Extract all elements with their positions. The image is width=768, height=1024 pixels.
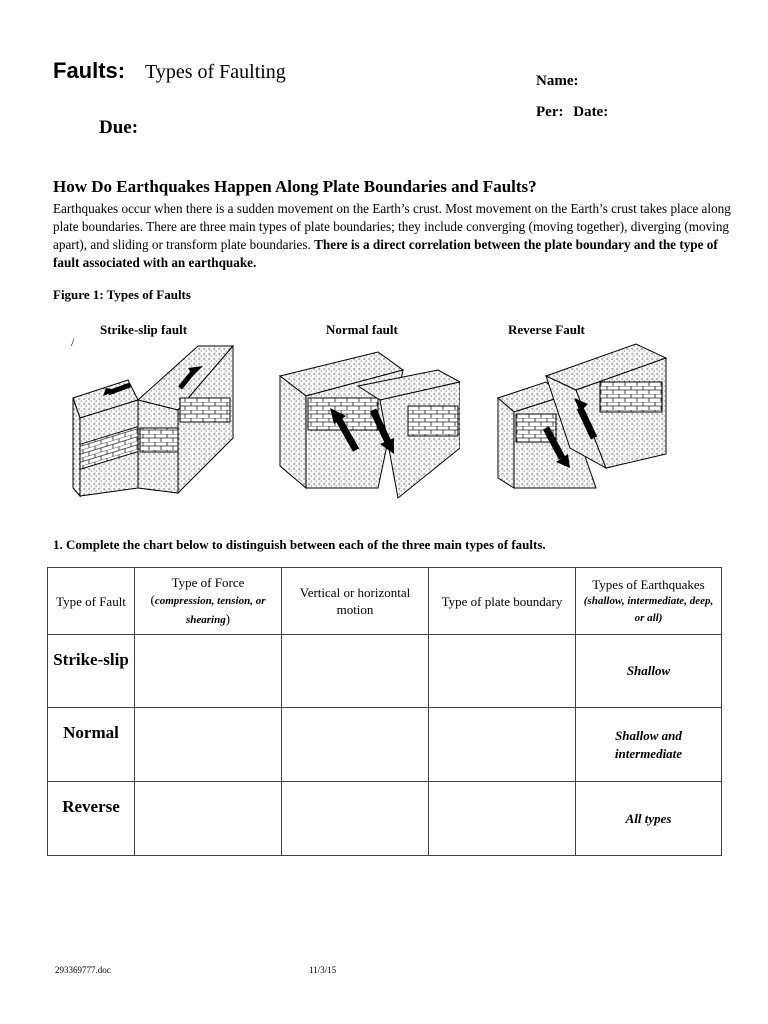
strike-slip-diagram — [68, 338, 238, 500]
reverse-fault-label: Reverse Fault — [508, 322, 585, 337]
force-cell[interactable] — [135, 635, 282, 708]
per-date-labels — [536, 104, 608, 121]
section-heading: How Do Earthquakes Happen Along Plate Boundaries and Faults? — [53, 177, 537, 196]
footer-date: 11/3/15 — [309, 965, 337, 975]
name-label: Name: — [536, 73, 579, 89]
motion-cell[interactable] — [282, 708, 429, 782]
earthquake-type: Shallow and intermediate — [576, 708, 722, 782]
fault-name: Reverse — [48, 782, 135, 856]
page-subtitle: Types of Faulting — [145, 61, 286, 83]
due-label: Due: — [99, 117, 139, 138]
stray-mark: / — [71, 335, 75, 349]
table-row — [48, 708, 722, 782]
force-title: Type of Force — [171, 574, 245, 590]
fault-name: Strike-slip — [48, 635, 135, 708]
intro-text: Earthquakes occur when there is a sudden movement on the Earth’s crust. Most movement on the Earth’s crust takes place along plate boundaries. There are three main types of plate boundaries; they include converging (moving together), diverging (moving apart), and sliding or transform plate boundaries. — [53, 201, 731, 252]
header-earthquakes — [576, 568, 722, 635]
question-1: 1. Complete the chart below to distinguish between each of the three main types of faults. — [53, 537, 546, 552]
header-boundary: Type of plate boundary — [429, 568, 576, 635]
figure-caption: Figure 1: Types of Faults — [53, 287, 191, 302]
header-type-of-force — [135, 568, 282, 635]
per-label: Per: — [536, 104, 564, 120]
intro-paragraph — [53, 200, 733, 272]
eq-title: Types of Earthquakes — [592, 576, 705, 592]
fault-name: Normal — [48, 708, 135, 782]
boundary-cell[interactable] — [429, 708, 576, 782]
reverse-fault-diagram — [496, 338, 678, 500]
motion-cell[interactable] — [282, 635, 429, 708]
footer-doc-name: 293369777.doc — [55, 965, 111, 975]
eq-options: (shallow, intermediate, deep, or all) — [583, 594, 714, 624]
page-title: Faults: — [53, 58, 126, 83]
force-cell[interactable] — [135, 708, 282, 782]
table-header-row — [48, 568, 722, 635]
force-cell[interactable] — [135, 782, 282, 856]
force-options: (compression, tension, or shearing) — [150, 591, 266, 626]
earthquake-type: Shallow — [576, 635, 722, 708]
strike-slip-label: Strike-slip fault — [100, 322, 188, 337]
boundary-cell[interactable] — [429, 635, 576, 708]
normal-fault-diagram — [278, 338, 460, 500]
boundary-cell[interactable] — [429, 782, 576, 856]
fault-chart — [47, 567, 722, 856]
header-motion: Vertical or horizontal motion — [282, 568, 429, 635]
motion-cell[interactable] — [282, 782, 429, 856]
table-row — [48, 782, 722, 856]
earthquake-type: All types — [576, 782, 722, 856]
intro-bold-text: There is a direct correlation between the plate boundary and the type of fault associated with an earthquake. — [53, 237, 718, 270]
date-label: Date: — [573, 104, 609, 120]
table-row — [48, 635, 722, 708]
header-type-of-fault: Type of Fault — [48, 568, 135, 635]
normal-fault-label: Normal fault — [326, 322, 398, 337]
